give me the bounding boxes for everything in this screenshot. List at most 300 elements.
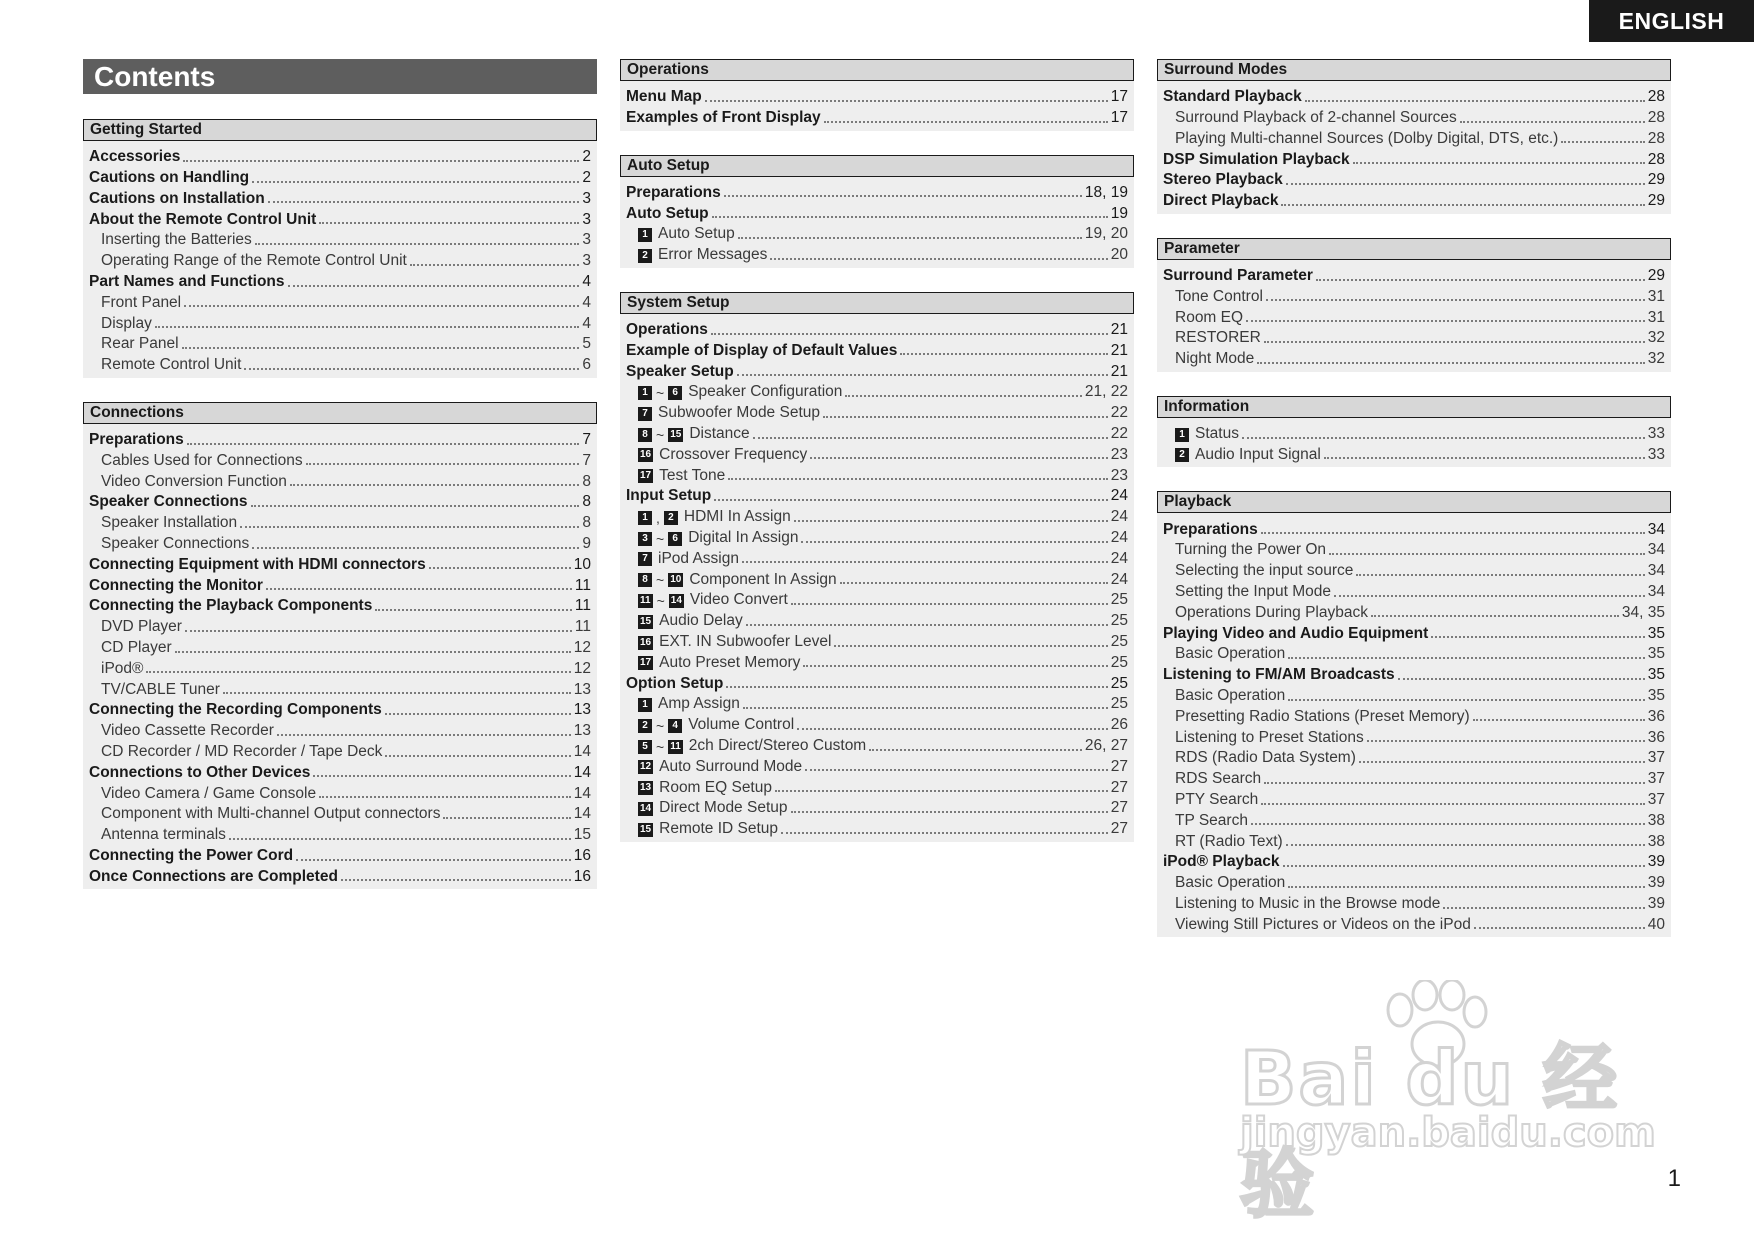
- section-header: Operations: [620, 59, 1134, 81]
- toc-entry[interactable]: [1157, 641, 1671, 662]
- section-operations: [620, 59, 1134, 131]
- dot-leader: [1356, 574, 1644, 576]
- toc-entry-page: 24: [1110, 570, 1128, 588]
- dot-leader: [1286, 183, 1645, 185]
- dot-leader: [775, 790, 1108, 792]
- toc-entry-page: 4: [582, 273, 591, 291]
- toc-entry-page: 16: [573, 867, 591, 885]
- section-number-badges: [638, 781, 653, 795]
- toc-entry-page: 38: [1647, 832, 1665, 850]
- toc-entry[interactable]: [83, 510, 597, 531]
- toc-entry[interactable]: [1157, 600, 1671, 621]
- toc-entry-title: DVD Player: [101, 618, 182, 636]
- toc-entry-page: 8: [582, 493, 591, 511]
- toc-entry-title: Example of Display of Default Values: [626, 341, 898, 359]
- toc-entry[interactable]: [620, 670, 1134, 691]
- dot-leader: [1261, 532, 1645, 534]
- toc-entry-title: Operations: [626, 321, 708, 339]
- dot-leader: [229, 838, 571, 840]
- toc-entry-title: Preparations: [1163, 520, 1258, 538]
- toc-entry[interactable]: [83, 427, 597, 448]
- toc-entry[interactable]: [83, 248, 597, 269]
- toc-entry-page: 14: [573, 743, 591, 761]
- dot-leader: [781, 832, 1108, 834]
- toc-entry-title: Option Setup: [626, 674, 724, 692]
- toc-entry-page: 39: [1647, 874, 1665, 892]
- badge-separator: ~: [656, 530, 665, 547]
- toc-entry-page: 34: [1647, 520, 1665, 538]
- toc-entry-title: RESTORER: [1175, 329, 1261, 347]
- toc-entry-page: 39: [1647, 853, 1665, 871]
- toc-entry-page: 23: [1110, 445, 1128, 463]
- toc-entry-title: Menu Map: [626, 88, 702, 106]
- section-number-badges: [638, 386, 682, 400]
- section-number-badge: 17: [640, 657, 652, 669]
- toc-entry-title: HDMI In Assign: [683, 508, 791, 526]
- section-number-badge: 8: [638, 573, 652, 587]
- section-connections: [83, 402, 597, 890]
- toc-entry[interactable]: [83, 697, 597, 718]
- dot-leader: [810, 457, 1107, 459]
- toc-entry-title: Tone Control: [1175, 287, 1263, 305]
- toc-entry-title: iPod Assign: [658, 549, 739, 567]
- toc-entry[interactable]: [1157, 284, 1671, 305]
- toc-entry[interactable]: [1157, 167, 1671, 188]
- badge-separator: ~: [656, 572, 665, 589]
- toc-entry[interactable]: [1157, 870, 1671, 891]
- toc-entry-page: 25: [1110, 695, 1128, 713]
- dot-leader: [1246, 320, 1645, 322]
- toc-entry[interactable]: [83, 801, 597, 822]
- section-number-badges: [638, 594, 684, 608]
- toc-entry[interactable]: [1157, 126, 1671, 147]
- toc-entry[interactable]: [620, 754, 1134, 775]
- toc-entry[interactable]: [83, 468, 597, 489]
- toc-entry-title: Digital In Assign: [688, 529, 799, 547]
- toc-entry[interactable]: [1157, 745, 1671, 766]
- toc-entry[interactable]: [620, 795, 1134, 816]
- section-number-badges: [638, 719, 682, 733]
- toc-entry[interactable]: [620, 84, 1134, 105]
- toc-entry[interactable]: [1157, 662, 1671, 683]
- toc-entry[interactable]: [1157, 325, 1671, 346]
- toc-entry-title: Stereo Playback: [1163, 171, 1283, 189]
- toc-entry-page: 6: [582, 356, 591, 374]
- section-number-badge: 4: [668, 719, 682, 733]
- toc-entry-page: 34: [1647, 583, 1665, 601]
- dot-leader: [1359, 761, 1645, 763]
- toc-entry-title: RDS Search: [1175, 770, 1262, 788]
- section-number-badge: 2: [638, 719, 652, 733]
- dot-leader: [319, 222, 579, 224]
- toc-entry-page: 3: [582, 231, 591, 249]
- toc-entry-title: PTY Search: [1175, 791, 1259, 809]
- toc-entry-page: 36: [1647, 728, 1665, 746]
- section-number-badges: [638, 511, 678, 525]
- toc-entry-title: Speaker Connections: [89, 493, 248, 511]
- toc-entry[interactable]: [83, 269, 597, 290]
- toc-entry[interactable]: [620, 338, 1134, 359]
- dot-leader: [1305, 100, 1645, 102]
- section-number-badge: 1: [638, 386, 652, 400]
- dot-leader: [288, 285, 580, 287]
- section-number-badges: [638, 573, 683, 587]
- toc-entry[interactable]: [1157, 704, 1671, 725]
- toc-entry-title: Front Panel: [101, 293, 182, 311]
- toc-entry[interactable]: [1157, 442, 1671, 463]
- toc-entry[interactable]: [83, 531, 597, 552]
- dot-leader: [182, 347, 580, 349]
- toc-entry-title: Selecting the input source: [1175, 562, 1354, 580]
- toc-entry-title: Remote Control Unit: [101, 356, 242, 374]
- toc-entry-page: 31: [1647, 308, 1665, 326]
- toc-entry-title: Part Names and Functions: [89, 273, 285, 291]
- toc-entry[interactable]: [83, 352, 597, 373]
- dot-leader: [1288, 657, 1644, 659]
- toc-entry-page: 14: [573, 763, 591, 781]
- toc-entry-page: 17: [1110, 109, 1128, 127]
- section-number-badge: 15: [670, 428, 682, 440]
- dot-leader: [341, 879, 571, 881]
- toc-entry[interactable]: [1157, 421, 1671, 442]
- section-system-setup: [620, 292, 1134, 842]
- toc-entry[interactable]: [83, 227, 597, 248]
- toc-entry-title: Status: [1195, 425, 1239, 443]
- toc-entry-title: iPod® Playback: [1163, 853, 1280, 871]
- toc-entry[interactable]: [83, 593, 597, 614]
- toc-entry-title: Auto Setup: [626, 204, 709, 222]
- toc-entry-page: 33: [1647, 445, 1665, 463]
- page-title: Contents: [83, 59, 597, 94]
- dot-leader: [1443, 907, 1644, 909]
- toc-entry-page: 9: [582, 535, 591, 553]
- toc-entry[interactable]: [1157, 188, 1671, 209]
- toc-entry-page: 34: [1647, 562, 1665, 580]
- section-number-badge: 13: [640, 782, 652, 794]
- dot-leader: [1371, 615, 1619, 617]
- dot-leader: [834, 645, 1107, 647]
- toc-entry-title: Listening to FM/AM Broadcasts: [1163, 666, 1395, 684]
- toc-entry-page: 4: [582, 314, 591, 332]
- dot-leader: [1281, 204, 1644, 206]
- dot-leader: [803, 665, 1107, 667]
- toc-entry[interactable]: [620, 105, 1134, 126]
- section-parameter: [1157, 238, 1671, 372]
- toc-entry[interactable]: [83, 843, 597, 864]
- toc-entry-page: 3: [582, 189, 591, 207]
- toc-entry-page: 28: [1647, 129, 1665, 147]
- toc-entry[interactable]: [1157, 828, 1671, 849]
- dot-leader: [845, 395, 1081, 397]
- toc-entry[interactable]: [620, 629, 1134, 650]
- dot-leader: [1353, 162, 1645, 164]
- toc-entry[interactable]: [1157, 304, 1671, 325]
- toc-entry-page: 31: [1647, 287, 1665, 305]
- dot-leader: [753, 437, 1108, 439]
- toc-entry-title: iPod®: [101, 659, 144, 677]
- dot-leader: [1474, 927, 1645, 929]
- toc-entry[interactable]: [1157, 912, 1671, 933]
- toc-entry[interactable]: [1157, 558, 1671, 579]
- toc-entry-page: 3: [582, 210, 591, 228]
- section-number-badge: 1: [638, 228, 652, 242]
- section-auto-setup: [620, 155, 1134, 268]
- toc-entry-title: Connecting the Playback Components: [89, 597, 373, 615]
- toc-entry-title: About the Remote Control Unit: [89, 210, 317, 228]
- toc-entry-title: Speaker Setup: [626, 362, 734, 380]
- dot-leader: [251, 505, 580, 507]
- dot-leader: [255, 243, 580, 245]
- dot-leader: [1251, 823, 1645, 825]
- toc-entry-page: 37: [1647, 770, 1665, 788]
- toc-entry-title: Listening to Music in the Browse mode: [1175, 895, 1441, 912]
- toc-entry[interactable]: [83, 489, 597, 510]
- toc-entry-title: Test Tone: [659, 466, 726, 484]
- toc-entry[interactable]: [620, 525, 1134, 546]
- dot-leader: [244, 368, 579, 370]
- toc-entry[interactable]: [1157, 683, 1671, 704]
- toc-entry[interactable]: [620, 566, 1134, 587]
- entry-list: [620, 314, 1134, 842]
- section-number-badges: [638, 656, 653, 670]
- toc-entry[interactable]: [1157, 263, 1671, 284]
- toc-entry[interactable]: [1157, 516, 1671, 537]
- toc-entry[interactable]: [83, 864, 597, 885]
- dot-leader: [1257, 362, 1644, 364]
- watermark-url: jingyan.baidu.com: [1240, 1110, 1656, 1156]
- toc-entry[interactable]: [620, 221, 1134, 242]
- toc-entry[interactable]: [620, 400, 1134, 421]
- toc-entry[interactable]: [83, 676, 597, 697]
- toc-entry[interactable]: [620, 317, 1134, 338]
- toc-entry-page: 24: [1110, 529, 1128, 547]
- toc-entry[interactable]: [83, 614, 597, 635]
- toc-entry-title: CD Player: [101, 639, 172, 657]
- toc-entry[interactable]: [1157, 346, 1671, 367]
- toc-entry-page: 27: [1110, 778, 1128, 796]
- toc-entry[interactable]: [620, 242, 1134, 263]
- toc-entry[interactable]: [620, 421, 1134, 442]
- toc-entry[interactable]: [620, 442, 1134, 463]
- toc-entry[interactable]: [620, 379, 1134, 400]
- toc-entry-page: 25: [1110, 633, 1128, 651]
- toc-entry[interactable]: [1157, 849, 1671, 870]
- toc-entry[interactable]: [1157, 579, 1671, 600]
- section-number-badge: 14: [640, 802, 652, 814]
- toc-entry-page: 4: [582, 293, 591, 311]
- dot-leader: [240, 526, 579, 528]
- section-number-badges: [638, 698, 652, 712]
- toc-entry-title: Cautions on Installation: [89, 189, 265, 207]
- toc-entry[interactable]: [1157, 787, 1671, 808]
- toc-entry[interactable]: [83, 186, 597, 207]
- toc-entry[interactable]: [1157, 620, 1671, 641]
- toc-entry-page: 21, 22: [1084, 383, 1128, 401]
- dot-leader: [724, 195, 1082, 197]
- toc-entry[interactable]: [1157, 766, 1671, 787]
- section-number-badge: 14: [670, 594, 682, 606]
- dot-leader: [319, 796, 571, 798]
- section-number-badges: [638, 802, 653, 816]
- toc-entry-title: Setting the Input Mode: [1175, 583, 1331, 601]
- toc-entry[interactable]: [83, 718, 597, 739]
- toc-entry-page: 17: [1110, 88, 1128, 106]
- dot-leader: [252, 547, 579, 549]
- toc-entry-title: Basic Operation: [1175, 874, 1286, 892]
- toc-entry-title: Direct Mode Setup: [659, 799, 788, 817]
- dot-leader: [375, 609, 572, 611]
- dot-leader: [1266, 299, 1645, 301]
- section-number-badge: 3: [638, 532, 652, 546]
- toc-entry-page: 19: [1110, 204, 1128, 222]
- section-number-badge: 16: [640, 636, 652, 648]
- section-playback: [1157, 491, 1671, 937]
- toc-entry[interactable]: [620, 462, 1134, 483]
- toc-entry[interactable]: [83, 656, 597, 677]
- toc-entry-page: 29: [1647, 267, 1665, 285]
- toc-entry[interactable]: [1157, 724, 1671, 745]
- toc-entry[interactable]: [1157, 537, 1671, 558]
- section-number-badges: [638, 249, 652, 263]
- toc-entry-title: Preparations: [89, 431, 184, 449]
- toc-entry-title: Standard Playback: [1163, 88, 1302, 106]
- toc-entry-title: Surround Parameter: [1163, 267, 1313, 285]
- toc-entry[interactable]: [620, 483, 1134, 504]
- toc-entry[interactable]: [83, 572, 597, 593]
- toc-entry-title: Video Convert: [689, 591, 788, 609]
- toc-entry-page: 21: [1110, 362, 1128, 380]
- toc-entry-page: 36: [1647, 707, 1665, 725]
- dot-leader: [306, 463, 580, 465]
- toc-entry[interactable]: [620, 650, 1134, 671]
- toc-entry-title: Cables Used for Connections: [101, 451, 303, 469]
- toc-entry-title: Connecting the Recording Components: [89, 701, 382, 719]
- toc-entry-page: 32: [1647, 329, 1665, 347]
- section-number-badge: 11: [670, 740, 681, 752]
- toc-entry[interactable]: [83, 739, 597, 760]
- toc-entry[interactable]: [620, 816, 1134, 837]
- toc-entry-page: 11: [574, 576, 591, 594]
- toc-entry[interactable]: [620, 712, 1134, 733]
- entry-list: [1157, 513, 1671, 937]
- section-number-badge: 6: [668, 386, 682, 400]
- toc-entry-page: 35: [1647, 687, 1665, 705]
- toc-entry-title: Examples of Front Display: [626, 109, 821, 127]
- toc-entry-title: Rear Panel: [101, 335, 179, 353]
- toc-entry[interactable]: [620, 180, 1134, 201]
- toc-entry-title: Inserting the Batteries: [101, 231, 252, 249]
- dot-leader: [728, 478, 1108, 480]
- badge-separator: ~: [656, 592, 665, 609]
- toc-entry[interactable]: [620, 546, 1134, 567]
- toc-entry-title: Speaker Connections: [101, 535, 250, 553]
- toc-entry[interactable]: [1157, 808, 1671, 829]
- toc-entry-page: 27: [1110, 799, 1128, 817]
- dot-leader: [1561, 141, 1644, 143]
- dot-leader: [794, 520, 1108, 522]
- dot-leader: [797, 728, 1108, 730]
- toc-entry[interactable]: [620, 358, 1134, 379]
- toc-entry[interactable]: [83, 448, 597, 469]
- toc-entry-title: Display: [101, 314, 152, 332]
- toc-entry[interactable]: [83, 144, 597, 165]
- dot-leader: [791, 603, 1108, 605]
- toc-entry-page: 37: [1647, 749, 1665, 767]
- toc-entry-page: 27: [1110, 757, 1128, 775]
- badge-separator: ~: [656, 717, 665, 734]
- toc-entry-title: Distance: [689, 425, 750, 443]
- dot-leader: [743, 707, 1108, 709]
- section-number-badge: 2: [1175, 448, 1189, 462]
- toc-entry[interactable]: [620, 608, 1134, 629]
- toc-entry[interactable]: [83, 635, 597, 656]
- watermark: [1240, 980, 1660, 1228]
- toc-entry-title: Error Messages: [658, 246, 768, 264]
- dot-leader: [737, 374, 1108, 376]
- toc-entry[interactable]: [83, 331, 597, 352]
- toc-entry-page: 25: [1110, 612, 1128, 630]
- toc-entry[interactable]: [1157, 84, 1671, 105]
- toc-entry[interactable]: [620, 691, 1134, 712]
- dot-leader: [313, 775, 570, 777]
- toc-entry[interactable]: [83, 310, 597, 331]
- toc-entry-title: Turning the Power On: [1175, 541, 1327, 559]
- toc-entry[interactable]: [83, 780, 597, 801]
- toc-entry[interactable]: [1157, 105, 1671, 126]
- toc-entry-page: 40: [1647, 915, 1665, 933]
- toc-entry[interactable]: [1157, 891, 1671, 912]
- watermark-brand: Bai du 经验: [1240, 1036, 1619, 1228]
- section-number-badge: 7: [638, 552, 652, 566]
- section-header: Auto Setup: [620, 155, 1134, 177]
- toc-entry[interactable]: [620, 504, 1134, 525]
- toc-entry-page: 39: [1647, 895, 1665, 912]
- section-number-badges: [1175, 428, 1189, 442]
- toc-entry-page: 25: [1110, 591, 1128, 609]
- dot-leader: [184, 305, 579, 307]
- toc-entry[interactable]: [620, 774, 1134, 795]
- toc-entry[interactable]: [1157, 146, 1671, 167]
- section-number-badge: 1: [638, 698, 652, 712]
- toc-entry[interactable]: [83, 290, 597, 311]
- toc-entry[interactable]: [83, 165, 597, 186]
- toc-entry[interactable]: [83, 760, 597, 781]
- toc-entry-title: Auto Preset Memory: [659, 653, 801, 671]
- toc-entry[interactable]: [83, 822, 597, 843]
- dot-leader: [770, 258, 1107, 260]
- toc-entry[interactable]: [620, 200, 1134, 221]
- entry-list: [1157, 418, 1671, 468]
- section-number-badges: [638, 823, 653, 837]
- section-number-badges: [638, 552, 652, 566]
- toc-entry[interactable]: [620, 587, 1134, 608]
- dot-leader: [869, 749, 1082, 751]
- section-number-badges: [638, 428, 683, 442]
- toc-entry-title: Accessories: [89, 148, 181, 166]
- section-number-badge: 11: [640, 594, 651, 606]
- toc-entry-title: Connecting the Power Cord: [89, 847, 294, 864]
- toc-entry[interactable]: [83, 206, 597, 227]
- toc-entry-page: 2: [582, 169, 591, 187]
- toc-entry-title: 2ch Direct/Stereo Custom: [688, 737, 867, 755]
- dot-leader: [1329, 553, 1645, 555]
- toc-entry[interactable]: [83, 552, 597, 573]
- section-number-badge: 7: [638, 407, 652, 421]
- toc-entry[interactable]: [620, 733, 1134, 754]
- dot-leader: [146, 671, 570, 673]
- badge-separator: ~: [656, 384, 665, 401]
- toc-entry-page: 28: [1647, 109, 1665, 127]
